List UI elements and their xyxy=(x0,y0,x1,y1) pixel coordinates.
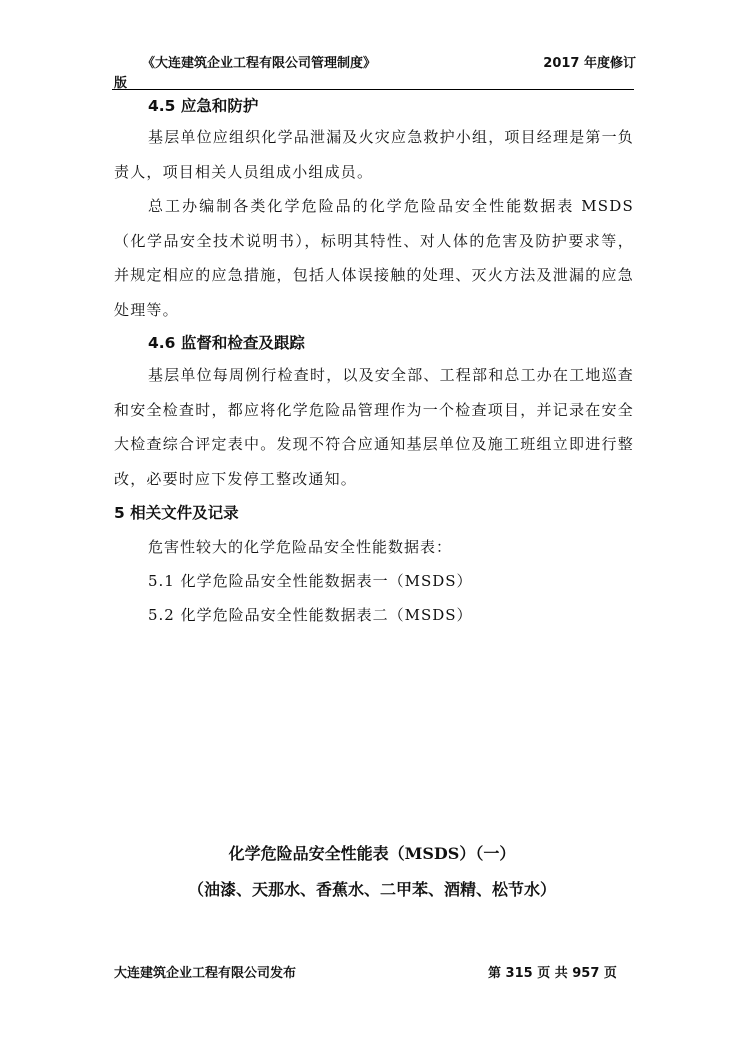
section-heading-4-5: 4.5 应急和防护 xyxy=(148,97,259,115)
header-divider xyxy=(112,89,634,90)
table-title: 化学危险品安全性能表（MSDS）（一） xyxy=(228,844,516,863)
paragraph-4-5-1: 基层单位应组织化学品泄漏及火灾应急救护小组，项目经理是第一负责人，项目相关人员组成小组成员。 xyxy=(114,128,635,181)
header-doc-title: 《大连建筑企业工程有限公司管理制度》 xyxy=(142,56,377,71)
related-docs-intro: 危害性较大的化学危险品安全性能数据表： xyxy=(148,538,453,556)
header-title-tail: 版 xyxy=(114,76,128,91)
footer-pagination: 第 315 页 共 957 页 xyxy=(488,966,617,981)
related-doc-item-2: 5.2 化学危险品安全性能数据表二（MSDS） xyxy=(148,606,473,624)
paragraph-4-5-2: 总工办编制各类化学危险品的化学危险品安全性能数据表 MSDS（化学品安全技术说明书），标明其特性、对人体的危害及防护要求等，并规定相应的应急措施，包括人体误接触的处理、灭火方法及泄漏的应急处理等。 xyxy=(114,197,634,319)
related-doc-item-1: 5.1 化学危险品安全性能数据表一（MSDS） xyxy=(148,572,473,590)
paragraph-4-6-1: 基层单位每周例行检查时，以及安全部、工程部和总工办在工地巡查和安全检查时，都应将化学危险品管理作为一个检查项目，并记录在安全大检查综合评定表中。发现不符合应通知基层单位及施工班组立即进行整改，必要时应下发停工整改通知。 xyxy=(114,366,635,488)
section-heading-4-6: 4.6 监督和检查及跟踪 xyxy=(148,334,305,352)
header-revision: 2017 年度修订 xyxy=(543,56,636,71)
footer-publisher: 大连建筑企业工程有限公司发布 xyxy=(114,966,297,981)
section-heading-5: 5 相关文件及记录 xyxy=(114,504,239,522)
table-subtitle: （油漆、天那水、香蕉水、二甲苯、酒精、松节水） xyxy=(187,880,556,899)
